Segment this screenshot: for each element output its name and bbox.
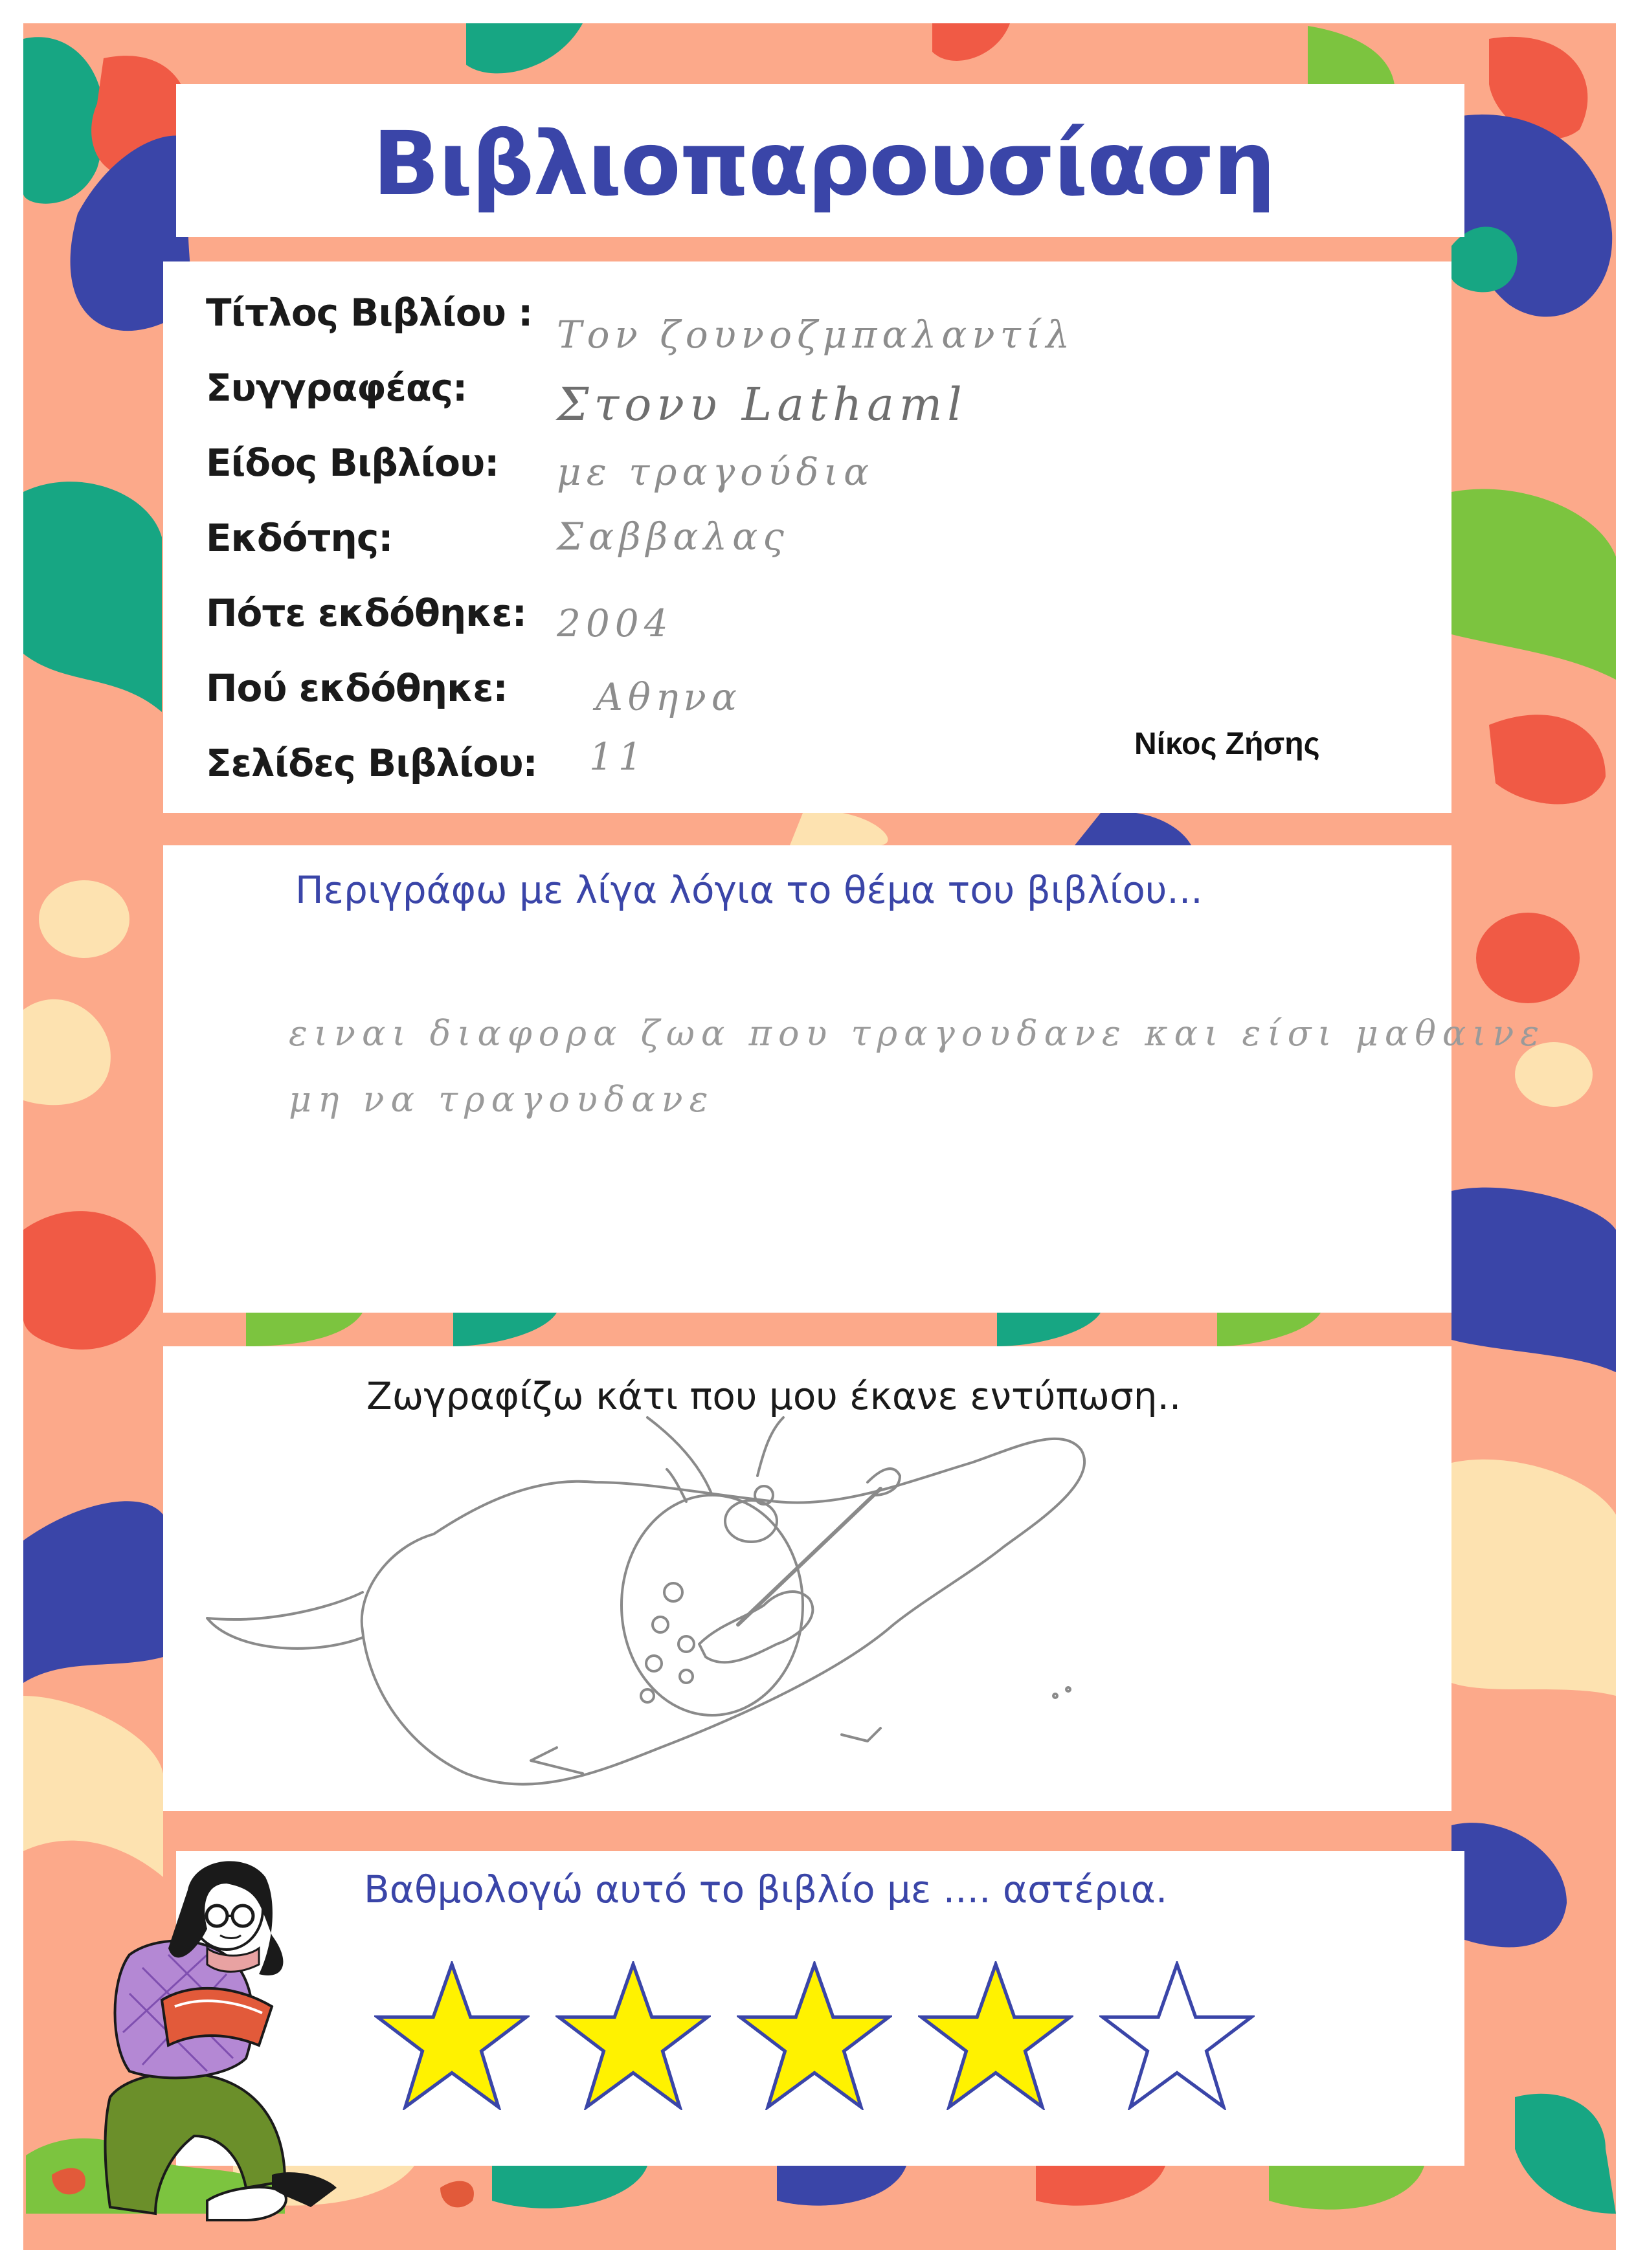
pages-label: Σελίδες Βιβλίου:: [206, 741, 537, 785]
rating-star-2[interactable]: [555, 1961, 711, 2110]
rating-heading: Βαθμολογώ αυτό το βιβλίο με .... αστέρια.: [364, 1867, 1168, 1911]
published-when-label: Πότε εκδόθηκε:: [206, 591, 526, 635]
author-label: Συγγραφέας:: [206, 366, 467, 410]
genre-value: με τραγούδια: [557, 450, 875, 494]
page-title: Βιβλιοπαρουσίαση: [372, 113, 1275, 216]
student-name: Νίκος Ζήσης: [1134, 727, 1320, 761]
title-label: Τίτλος Βιβλίου :: [206, 291, 533, 335]
student-drawing: [194, 1411, 1114, 1799]
publisher-value: Σαββαλας: [557, 515, 789, 559]
rating-star-5[interactable]: [1099, 1961, 1255, 2110]
drawing-heading: Ζωγραφίζω κάτι που μου έκανε εντύπωση..: [366, 1374, 1182, 1418]
published-where-value: Αθηνα: [596, 675, 742, 719]
title-value: Τον ζουνοζμπαλαντίλ: [557, 313, 1075, 357]
published-when-value: 2004: [557, 601, 673, 645]
genre-label: Είδος Βιβλίου:: [206, 441, 499, 485]
description-line-1: ειναι διαφορα ζωα που τραγουδανε και είσι μαθαινε: [289, 1013, 1546, 1054]
published-where-label: Πού εκδόθηκε:: [206, 666, 508, 710]
rating-star-3[interactable]: [737, 1961, 892, 2110]
description-line-2: μη να τραγουδανε: [289, 1079, 715, 1120]
description-heading: Περιγράφω με λίγα λόγια το θέμα του βιβλίου...: [295, 868, 1203, 912]
author-value: Στονυ Lathaml: [557, 378, 967, 431]
pages-value: 11: [589, 735, 647, 779]
rating-star-4[interactable]: [918, 1961, 1073, 2110]
publisher-label: Εκδότης:: [206, 516, 393, 560]
reading-girl-illustration: [13, 1851, 479, 2240]
